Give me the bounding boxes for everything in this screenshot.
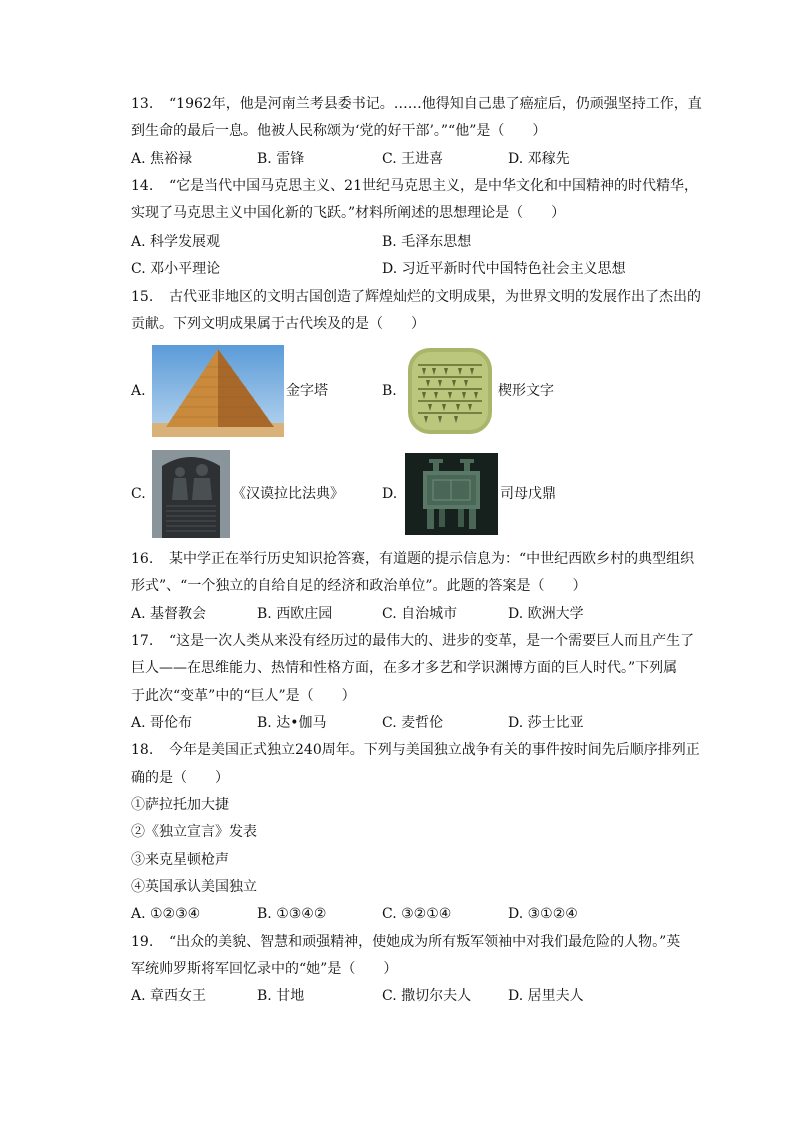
q18-item-4: ④英国承认美国独立 bbox=[131, 879, 257, 895]
bronze-ding-image[interactable] bbox=[405, 453, 498, 535]
q16-stem-line1: 16. 某中学正在举行历史知识抢答赛，有道题的提示信息为：“中世纪西欧乡村的典型组织 bbox=[131, 551, 695, 567]
q18-option-c[interactable]: C. ③②①④ bbox=[382, 906, 452, 922]
q15-option-a-letter[interactable]: A. bbox=[131, 383, 146, 399]
q16-stem-line2: 形式”、“一个独立的自给自足的经济和政治单位”。此题的答案是（ ） bbox=[131, 578, 587, 594]
q17-stem-line2: 巨人——在思维能力、热情和性格方面，在多才多艺和学识渊博方面的巨人时代。”下列属 bbox=[131, 660, 678, 676]
q15-option-b-letter[interactable]: B. bbox=[382, 383, 397, 399]
q16-option-b[interactable]: B. 西欧庄园 bbox=[257, 606, 333, 622]
q13-option-b[interactable]: B. 雷锋 bbox=[257, 151, 305, 167]
q15-stem-line2: 贡献。下列文明成果属于古代埃及的是（ ） bbox=[131, 316, 425, 332]
q17-option-a[interactable]: A. 哥伦布 bbox=[131, 715, 193, 731]
q19-number: 19. bbox=[131, 934, 154, 950]
q14-option-b[interactable]: B. 毛泽东思想 bbox=[382, 234, 472, 250]
q15-option-b-caption: 楔形文字 bbox=[498, 383, 554, 399]
q15-option-a-caption: 金字塔 bbox=[286, 383, 328, 399]
q13-stem-line1: 13. “1962年，他是河南兰考县委书记。……他得知自己患了癌症后，仍顽强坚持工作，直 bbox=[131, 96, 702, 112]
q16-number: 16. bbox=[131, 551, 154, 567]
q16-option-d[interactable]: D. 欧洲大学 bbox=[508, 606, 584, 622]
q17-option-d[interactable]: D. 莎士比亚 bbox=[508, 715, 584, 731]
q19-stem-line2: 军统帅罗斯将军回忆录中的“她”是（ ） bbox=[131, 961, 398, 977]
q14-option-d[interactable]: D. 习近平新时代中国特色社会主义思想 bbox=[382, 261, 626, 277]
q19-option-d[interactable]: D. 居里夫人 bbox=[508, 988, 584, 1004]
q18-item-3: ③来克星顿枪声 bbox=[131, 852, 229, 868]
q16-option-c[interactable]: C. 自治城市 bbox=[382, 606, 458, 622]
hammurabi-stele-image[interactable] bbox=[152, 450, 230, 538]
q17-stem-line3: 于此次“变革”中的“巨人”是（ ） bbox=[131, 688, 356, 704]
q13-stem-line2: 到生命的最后一息。他被人民称颂为‘党的好干部’。”“他”是（ ） bbox=[131, 123, 547, 139]
q15-option-c-letter[interactable]: C. bbox=[131, 486, 146, 502]
q14-number: 14. bbox=[131, 178, 154, 194]
q17-option-b[interactable]: B. 达•伽马 bbox=[257, 715, 327, 731]
q18-stem-line1: 18. 今年是美国正式独立240周年。下列与美国独立战争有关的事件按时间先后顺序排列正 bbox=[131, 742, 700, 758]
q14-option-a[interactable]: A. 科学发展观 bbox=[131, 234, 221, 250]
q14-stem-line2: 实现了马克思主义中国化新的飞跃。”材料所阐述的思想理论是（ ） bbox=[131, 205, 566, 221]
q18-option-d[interactable]: D. ③①②④ bbox=[508, 906, 578, 922]
q19-stem-line1: 19. “出众的美貌、智慧和顽强精神，使她成为所有叛军领袖中对我们最危险的人物。”英 bbox=[131, 934, 681, 950]
q19-option-a[interactable]: A. 章西女王 bbox=[131, 988, 207, 1004]
q15-option-d-letter[interactable]: D. bbox=[382, 486, 398, 502]
q15-number: 15. bbox=[131, 289, 154, 305]
q19-option-b[interactable]: B. 甘地 bbox=[257, 988, 305, 1004]
q19-option-c[interactable]: C. 撒切尔夫人 bbox=[382, 988, 472, 1004]
q16-option-a[interactable]: A. 基督教会 bbox=[131, 606, 207, 622]
q18-option-a[interactable]: A. ①②③④ bbox=[131, 906, 201, 922]
q17-option-c[interactable]: C. 麦哲伦 bbox=[382, 715, 444, 731]
q18-item-1: ①萨拉托加大捷 bbox=[131, 797, 229, 813]
q17-number: 17. bbox=[131, 633, 154, 649]
q13-option-d[interactable]: D. 邓稼先 bbox=[508, 151, 570, 167]
q17-stem-line1: 17. “这是一次人类从来没有经历过的最伟大的、进步的变革，是一个需要巨人而且产生了 bbox=[131, 633, 695, 649]
q13-number: 13. bbox=[131, 96, 154, 112]
q15-stem-line1: 15. 古代亚非地区的文明古国创造了辉煌灿烂的文明成果，为世界文明的发展作出了杰出的 bbox=[131, 289, 701, 305]
q14-option-c[interactable]: C. 邓小平理论 bbox=[131, 261, 221, 277]
q13-option-c[interactable]: C. 王进喜 bbox=[382, 151, 444, 167]
q14-stem-line1: 14. “它是当代中国马克思主义、21世纪马克思主义，是中华文化和中国精神的时代精华， bbox=[131, 178, 698, 194]
q18-item-2: ②《独立宣言》发表 bbox=[131, 824, 257, 840]
q13-option-a[interactable]: A. 焦裕禄 bbox=[131, 151, 193, 167]
pyramid-image[interactable] bbox=[152, 345, 284, 437]
q15-option-d-caption: 司母戊鼎 bbox=[500, 486, 556, 502]
q18-stem-line2: 确的是（ ） bbox=[131, 770, 229, 786]
q18-option-b[interactable]: B. ①③④② bbox=[257, 906, 327, 922]
cuneiform-tablet-image[interactable] bbox=[404, 345, 496, 437]
q18-number: 18. bbox=[131, 742, 154, 758]
q15-option-c-caption: 《汉谟拉比法典》 bbox=[232, 486, 344, 502]
